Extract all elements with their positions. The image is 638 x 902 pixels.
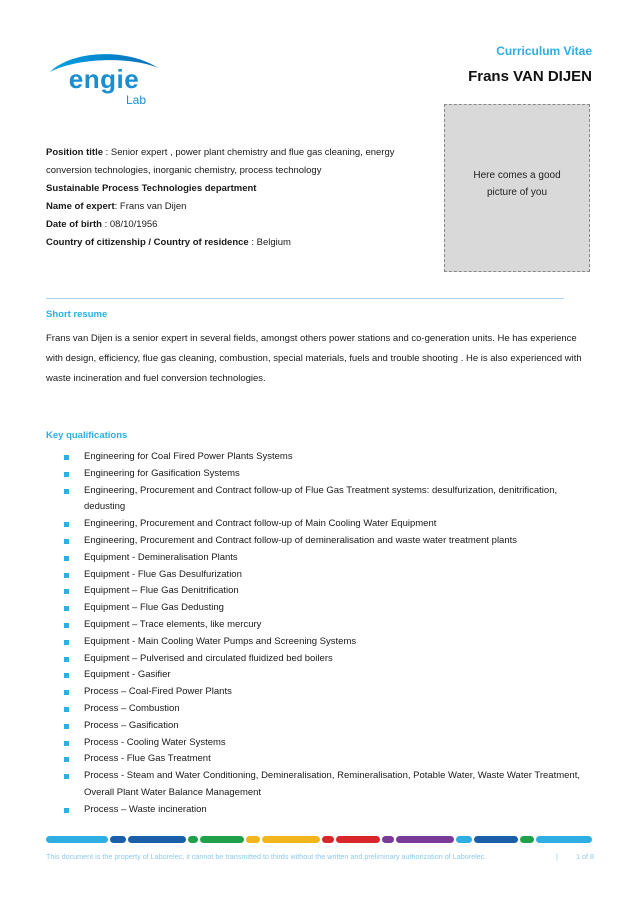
qualification-text: Equipment – Pulverised and circulated fluidized bed boilers xyxy=(84,652,333,664)
position-label: Position title xyxy=(46,147,103,158)
country xyxy=(46,234,416,252)
color-band-segment xyxy=(322,836,334,843)
qualification-text: Process - Steam and Water Conditioning, Demineralisation, Remineralisation, Potable Water, Waste Water Treatment, Overall Plant Water Balance Management xyxy=(84,770,580,798)
country-label: Country of citizenship / Country of residence xyxy=(46,237,249,248)
department xyxy=(46,180,416,198)
qualification-item xyxy=(64,735,594,752)
square-bullet-icon xyxy=(64,741,69,746)
color-band-segment xyxy=(200,836,244,843)
qualification-item xyxy=(64,718,594,735)
person-name: Frans VAN DIJEN xyxy=(468,68,592,85)
qualification-text: Equipment - Demineralisation Plants xyxy=(84,551,238,563)
qualification-item xyxy=(64,768,594,802)
date-of-birth xyxy=(46,216,416,234)
square-bullet-icon xyxy=(64,539,69,544)
qualification-text: Equipment - Flue Gas Desulfurization xyxy=(84,568,242,580)
qualification-item xyxy=(64,516,594,533)
qualification-text: Engineering, Procurement and Contract follow-up of demineralisation and waste water treatment plants xyxy=(84,534,518,546)
photo-placeholder xyxy=(444,104,590,272)
qualification-text: Process – Waste incineration xyxy=(84,803,207,815)
qualification-text: Process – Coal-Fired Power Plants xyxy=(84,686,232,698)
department-name: Sustainable Process Technologies department xyxy=(46,183,257,194)
qualification-item xyxy=(64,583,594,600)
key-qualifications-title: Key qualifications xyxy=(46,430,128,441)
color-band-segment xyxy=(536,836,592,843)
qualification-item xyxy=(64,684,594,701)
expert-name xyxy=(46,198,416,216)
qualification-text: Engineering for Coal Fired Power Plants Systems xyxy=(84,451,293,462)
qualification-item xyxy=(64,483,594,517)
qualification-text: Equipment – Trace elements, like mercury xyxy=(84,618,262,630)
document-type: Curriculum Vitae xyxy=(496,44,592,58)
expert-label: Name of expert xyxy=(46,201,115,212)
color-band-segment xyxy=(336,836,380,843)
square-bullet-icon xyxy=(64,589,69,594)
country-value: : Belgium xyxy=(251,237,291,248)
qualification-item xyxy=(64,466,594,483)
dob-value: : 08/10/1956 xyxy=(104,219,158,230)
square-bullet-icon xyxy=(64,774,69,779)
square-bullet-icon xyxy=(64,556,69,561)
qualification-text: Engineering, Procurement and Contract follow-up of Main Cooling Water Equipment xyxy=(84,518,437,530)
short-resume-title: Short resume xyxy=(46,309,108,320)
color-band-segment xyxy=(128,836,186,843)
qualification-item xyxy=(64,651,594,668)
page-number: 1 of 8 xyxy=(576,852,594,861)
square-bullet-icon xyxy=(64,472,69,477)
color-band-segment xyxy=(520,836,534,843)
square-bullet-icon xyxy=(64,573,69,578)
square-bullet-icon xyxy=(64,724,69,729)
qualification-item xyxy=(64,600,594,617)
qualification-item xyxy=(64,751,594,768)
square-bullet-icon xyxy=(64,623,69,628)
color-band-segment xyxy=(456,836,472,843)
position-title xyxy=(46,144,416,180)
qualification-text: Equipment - Gasifier xyxy=(84,669,171,681)
personal-info xyxy=(46,144,416,252)
qualification-text: Process – Gasification xyxy=(84,719,179,731)
position-value: : Senior expert , power plant chemistry and flue gas cleaning, energy conversion technologies, inorganic chemistry, process technology xyxy=(46,147,395,176)
svg-text:engie: engie xyxy=(68,64,140,94)
square-bullet-icon xyxy=(64,657,69,662)
color-band-segment xyxy=(262,836,320,843)
qualification-item xyxy=(64,449,594,466)
square-bullet-icon xyxy=(64,757,69,762)
section-divider xyxy=(46,298,564,299)
square-bullet-icon xyxy=(64,489,69,494)
qualification-text: Equipment – Flue Gas Dedusting xyxy=(84,602,224,614)
qualification-text: Engineering for Gasification Systems xyxy=(84,467,240,479)
square-bullet-icon xyxy=(64,606,69,611)
qualification-text: Engineering, Procurement and Contract follow-up of Flue Gas Treatment systems: desulfurization, denitrification, dedusting xyxy=(84,484,558,513)
footer-separator: | xyxy=(556,852,558,861)
square-bullet-icon xyxy=(64,455,69,460)
square-bullet-icon xyxy=(64,707,69,712)
color-band-segment xyxy=(246,836,260,843)
square-bullet-icon xyxy=(64,640,69,645)
square-bullet-icon xyxy=(64,690,69,695)
square-bullet-icon xyxy=(64,808,69,813)
qualifications-list xyxy=(64,449,594,819)
engie-logo-graphic xyxy=(44,46,164,106)
qualification-text: Process - Cooling Water Systems xyxy=(84,736,226,748)
engie-lab-logo xyxy=(44,46,164,106)
qualification-text: Equipment – Flue Gas Denitrification xyxy=(84,585,239,597)
qualification-item xyxy=(64,617,594,634)
footer-disclaimer: This document is the property of Laborelec, it cannot be transmitted to thirds without the written and preliminary authorization of Laborelec. xyxy=(46,852,487,861)
qualification-item xyxy=(64,634,594,651)
qualification-item xyxy=(64,567,594,584)
svg-text:Lab: Lab xyxy=(125,93,146,106)
square-bullet-icon xyxy=(64,673,69,678)
color-band-segment xyxy=(474,836,518,843)
color-band-segment xyxy=(188,836,198,843)
qualification-item xyxy=(64,802,594,819)
dob-label: Date of birth xyxy=(46,219,102,230)
qualification-item xyxy=(64,701,594,718)
qualification-text: Equipment - Main Cooling Water Pumps and Screening Systems xyxy=(84,635,357,647)
brand-color-band xyxy=(46,836,594,843)
footer xyxy=(46,852,594,861)
qualification-item xyxy=(64,550,594,567)
expert-value: : Frans van Dijen xyxy=(114,201,187,212)
color-band-segment xyxy=(396,836,454,843)
qualification-text: Process - Flue Gas Treatment xyxy=(84,753,211,765)
short-resume-text: Frans van Dijen is a senior expert in several fields, amongst others power stations and co-generation units. He has experience with design, efficiency, flue gas cleaning, combustion, special materials, fuels and trouble shooting . He is also experienced with waste incineration and fuel conversion technologies. xyxy=(46,333,582,384)
square-bullet-icon xyxy=(64,522,69,527)
qualification-item xyxy=(64,667,594,684)
qualification-text: Process – Combustion xyxy=(84,702,180,714)
color-band-segment xyxy=(110,836,126,843)
color-band-segment xyxy=(382,836,394,843)
qualification-item xyxy=(64,533,594,550)
color-band-segment xyxy=(46,836,108,843)
photo-placeholder-text: Here comes a good picture of you xyxy=(473,170,561,198)
